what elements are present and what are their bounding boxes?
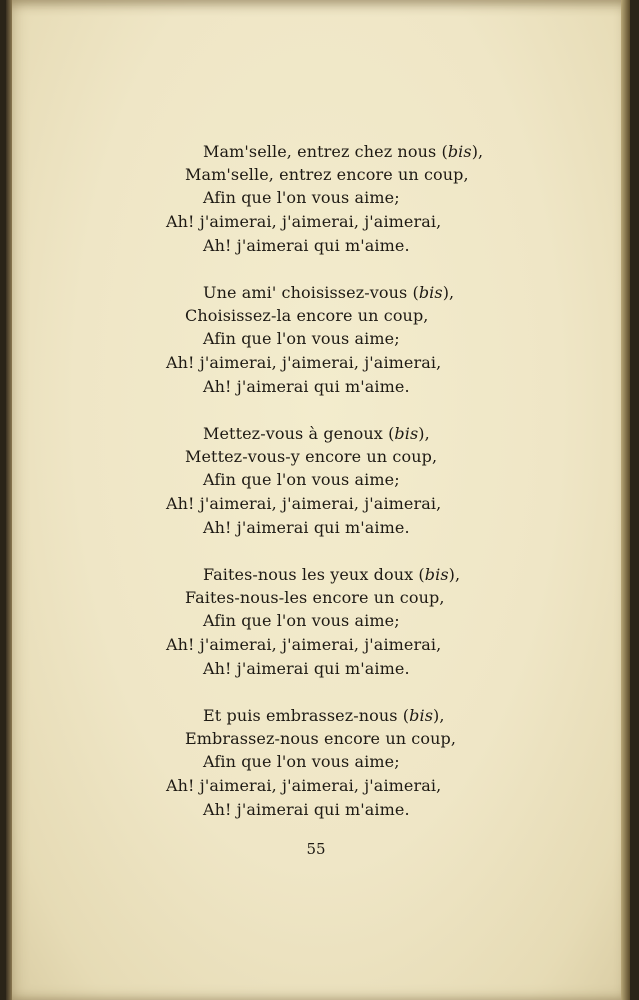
poem-line: Et puis embrassez-nous (bis), — [203, 706, 445, 725]
poem-line: Afin que l'on vous aime; — [203, 470, 400, 489]
poem-line: Ah! j'aimerai, j'aimerai, j'aimerai, — [166, 212, 442, 231]
poem-line: Ah! j'aimerai qui m'aime. — [203, 659, 410, 678]
poem-line: Ah! j'aimerai qui m'aime. — [203, 377, 410, 396]
poem-line: Ah! j'aimerai qui m'aime. — [203, 518, 410, 537]
poem-line: Ah! j'aimerai, j'aimerai, j'aimerai, — [166, 353, 442, 372]
poem-line: Afin que l'on vous aime; — [203, 329, 400, 348]
poem-line: Ah! j'aimerai, j'aimerai, j'aimerai, — [166, 635, 442, 654]
poem-line: Ah! j'aimerai, j'aimerai, j'aimerai, — [166, 776, 442, 795]
poem-line: Mettez-vous-y encore un coup, — [185, 447, 438, 466]
poem-line: Ah! j'aimerai, j'aimerai, j'aimerai, — [166, 494, 442, 513]
poem-line: Faites-nous les yeux doux (bis), — [203, 565, 461, 584]
book-page — [6, 0, 630, 1000]
poem-line: Mam'selle, entrez encore un coup, — [185, 165, 469, 184]
poem-line: Mam'selle, entrez chez nous (bis), — [203, 142, 484, 161]
poem-line: Faites-nous-les encore un coup, — [185, 588, 445, 607]
page-number: 55 — [306, 840, 326, 858]
poem-line: Mettez-vous à genoux (bis), — [203, 424, 430, 443]
poem-line: Afin que l'on vous aime; — [203, 752, 400, 771]
poem-line: Choisissez-la encore un coup, — [185, 306, 429, 325]
poem-line: Une ami' choisissez-vous (bis), — [203, 283, 455, 302]
poem-line: Afin que l'on vous aime; — [203, 188, 400, 207]
poem-line: Ah! j'aimerai qui m'aime. — [203, 236, 410, 255]
poem-line: Afin que l'on vous aime; — [203, 611, 400, 630]
poem-line: Ah! j'aimerai qui m'aime. — [203, 800, 410, 819]
poem-line: Embrassez-nous encore un coup, — [185, 729, 457, 748]
